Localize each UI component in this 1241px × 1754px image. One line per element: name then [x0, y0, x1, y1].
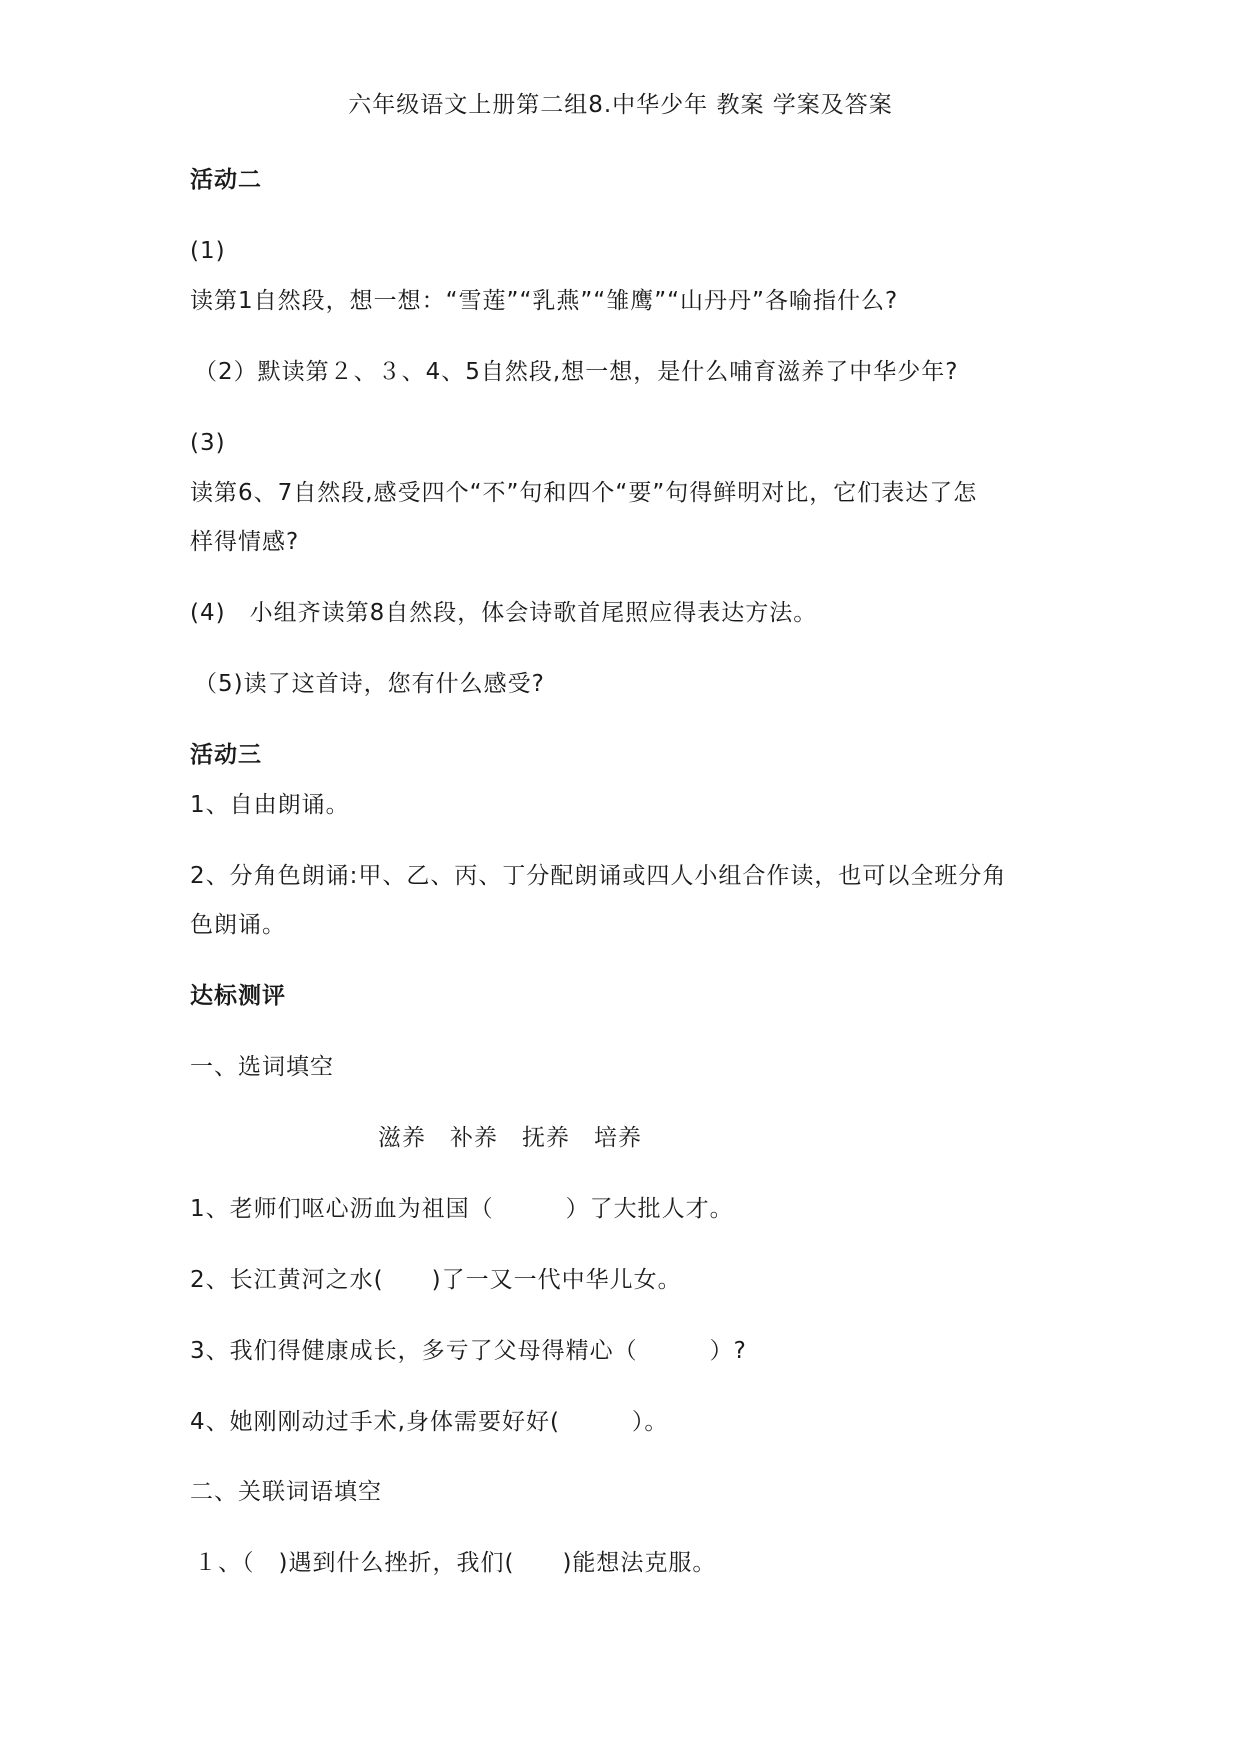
activity3-heading: 活动三	[190, 742, 262, 768]
activity2-q5-text: （5)读了这首诗，您有什么感受?	[194, 671, 545, 697]
conjunction-item-1: １、（ )遇到什么挫折，我们( )能想法克服。	[194, 1550, 717, 1576]
fill-item-4: 4、她刚刚动过手术,身体需要好好( ）。	[190, 1409, 669, 1435]
section2-title: 二、关联词语填空	[190, 1479, 382, 1505]
activity2-q4-text: (4) 小组齐读第8自然段，体会诗歌首尾照应得表达方法。	[190, 600, 818, 626]
activity2-q3-line1: 读第6、7自然段,感受四个“不”句和四个“要”句得鲜明对比，它们表达了怎	[190, 480, 978, 506]
fill-item-2: 2、长江黄河之水( )了一又一代中华儿女。	[190, 1267, 682, 1293]
activity2-q1-number: (1)	[190, 238, 226, 264]
activity2-heading: 活动二	[190, 167, 262, 193]
activity3-item-2-line1: 2、分角色朗诵:甲、乙、丙、丁分配朗诵或四人小组合作读，也可以全班分角	[190, 863, 1007, 889]
activity2-q2-text: （2）默读第２、３、4、5自然段,想一想，是什么哺育滋养了中华少年?	[194, 359, 959, 385]
section1-title: 一、选词填空	[190, 1054, 334, 1080]
fill-item-3: 3、我们得健康成长，多亏了父母得精心（ ）?	[190, 1338, 747, 1364]
activity3-item-2-line2: 色朗诵。	[190, 912, 286, 938]
assessment-heading: 达标测评	[190, 983, 286, 1009]
fill-item-1: 1、老师们呕心沥血为祖国（ ）了大批人才。	[190, 1196, 734, 1222]
document-title: 六年级语文上册第二组8.中华少年 教案 学案及答案	[348, 92, 893, 118]
word-bank: 滋养 补养 抚养 培养	[378, 1125, 642, 1151]
activity2-q3-number: (3)	[190, 430, 226, 456]
activity2-q3-line2: 样得情感?	[190, 529, 300, 555]
activity2-q1-text: 读第1自然段，想一想：“雪莲”“乳燕”“雏鹰”“山丹丹”各喻指什么?	[190, 288, 899, 314]
activity3-item-1: 1、自由朗诵。	[190, 792, 350, 818]
